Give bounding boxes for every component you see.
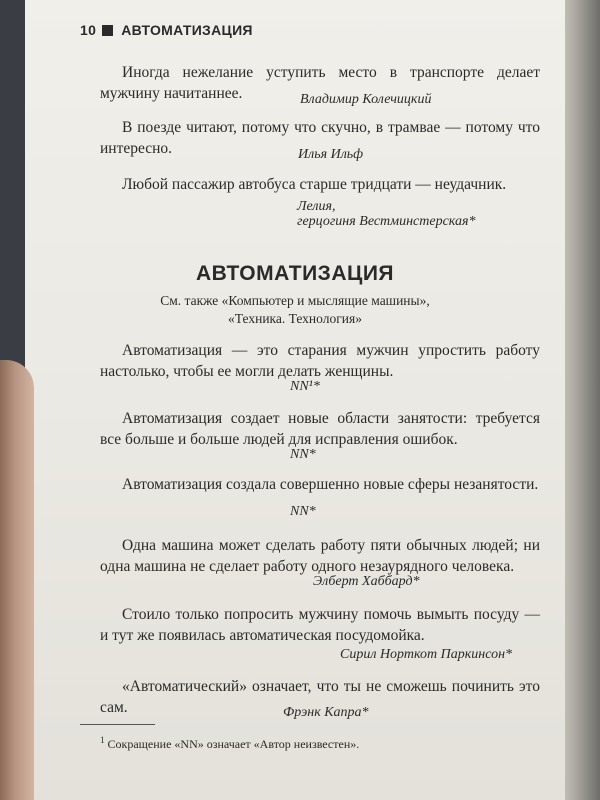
footnote-text: Сокращение «NN» означает «Автор неизвестен».	[107, 737, 360, 751]
see-also	[25, 292, 565, 328]
quote-text: «Автоматический» означает, что ты не сможешь починить это сам.	[100, 678, 540, 716]
see-also-line-1: См. также «Компьютер и мыслящие машины»,	[160, 293, 430, 308]
see-also-line-2: «Техника. Технология»	[228, 311, 362, 326]
adjacent-page-edge	[560, 0, 600, 800]
quote-author: Фрэнк Капра*	[283, 705, 369, 720]
quote-text: Стоило только попросить мужчину помочь вымыть посуду — и тут же появилась автоматическая посудомойка.	[100, 606, 540, 644]
book-page	[25, 0, 565, 800]
quote-text: Автоматизация создала совершенно новые сферы незанятости.	[122, 476, 539, 493]
quote-author-line-2: герцогиня Вестминстерская*	[297, 214, 476, 229]
quote-5	[100, 408, 540, 450]
quote-4	[100, 340, 540, 382]
quote-text: Автоматизация создает новые области занятости: требуется все больше и больше людей для исправления ошибок.	[100, 410, 540, 448]
footnote	[100, 735, 359, 752]
quote-text: Любой пассажир автобуса старше тридцати — неудачник.	[122, 176, 507, 193]
quote-7	[100, 535, 540, 577]
quote-author-line-1: Лелия,	[297, 199, 336, 214]
quote-author: Сирил Норткот Паркинсон*	[340, 647, 513, 662]
quote-3	[100, 174, 540, 195]
quote-author: Владимир Колечицкий	[300, 92, 432, 107]
quote-text: В поезде читают, потому что скучно, в трамвае — потому что интересно.	[100, 119, 540, 157]
quote-author: NN*	[290, 504, 316, 519]
quote-text: Иногда нежелание уступить место в транспорте делает мужчину начитаннее.	[100, 64, 540, 102]
page-number: 10	[80, 22, 97, 38]
quote-text: Одна машина может сделать работу пяти обычных людей; ни одна машина не сделает работу одного незаурядного человека.	[100, 537, 540, 575]
header-square-marker	[102, 25, 113, 36]
footnote-divider	[80, 724, 155, 725]
running-title: АВТОМАТИЗАЦИЯ	[121, 22, 253, 38]
running-header	[80, 22, 253, 38]
quote-text: Автоматизация — это старания мужчин упростить работу настолько, чтобы ее могли делать женщины.	[100, 342, 540, 380]
section-title: АВТОМАТИЗАЦИЯ	[195, 262, 395, 285]
quote-author: Элберт Хаббард*	[313, 574, 420, 589]
quote-author: Илья Ильф	[298, 147, 364, 162]
footnote-mark: 1	[100, 735, 105, 745]
quote-author: NN*	[290, 447, 316, 462]
quote-6	[100, 474, 540, 495]
quote-author: NN¹*	[290, 379, 320, 394]
thumb	[0, 360, 34, 800]
quote-8	[100, 604, 540, 646]
